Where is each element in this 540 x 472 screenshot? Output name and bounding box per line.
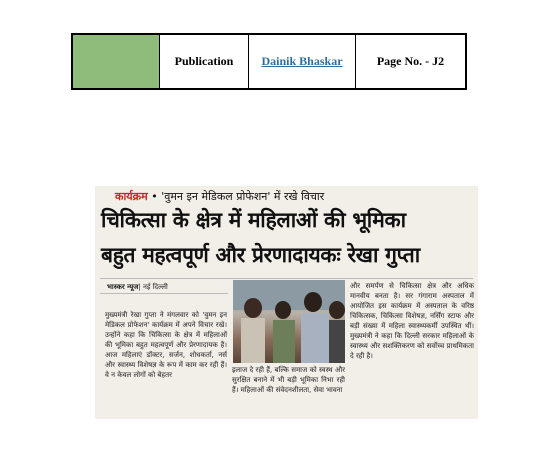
page-number: Page No. - J2	[376, 54, 445, 68]
kicker-tag: कार्यक्रम	[115, 190, 148, 203]
byline	[107, 283, 168, 292]
event-photo	[233, 280, 345, 363]
byline-rule	[100, 293, 228, 294]
publication-name-link[interactable]: Dainik Bhaskar	[261, 54, 343, 68]
publication-label: Publication	[160, 35, 249, 88]
publication-logo-cell	[73, 35, 160, 88]
byline-place: | नई दिल्ली	[138, 283, 168, 291]
headline-line-2: बहुत महत्वपूर्ण और प्रेरणादायकः रेखा गुप्ता	[101, 243, 420, 267]
newspaper-clipping	[95, 186, 478, 419]
headline-line-1: चिकित्सा के क्षेत्र में महिलाओं की भूमिका	[101, 208, 406, 232]
kicker-text: • 'वुमन इन मेडिकल प्रोफेशन' में रखे विचार	[151, 190, 325, 203]
event-photo-illustration	[233, 280, 345, 363]
article-column-3: और समर्पण से चिकित्सा क्षेत्र और अधिक मानवीय बनता है। सर गंगाराम अस्पताल में आयोजित इस कार्यक्रम में अस्पताल के वरिष्ठ चिकित्सक, चिकित्सा विशेषज्ञ, नर्सिंग स्टाफ और बड़ी संख्या में महिला स्वास्थ्यकर्मी उपस्थित थीं। मुख्यमंत्री ने कहा कि दिल्ली सरकार महिलाओं के स्वास्थ्य और सशक्तिकरण को सर्वोच्च प्राथमिकता दे रही है।	[350, 282, 474, 360]
headline-rule	[100, 278, 473, 279]
byline-source: भास्कर न्यूज	[107, 283, 139, 291]
publication-info-table	[71, 33, 467, 90]
article-column-2: इलाज दे रही हैं, बल्कि समाज को स्वस्थ और सुरक्षित बनाने में भी बड़ी भूमिका निभा रही हैं। महिलाओं की संवेदनशीलता, सेवा भावना	[232, 366, 345, 394]
publication-name-cell	[249, 35, 356, 88]
kicker-line	[115, 189, 324, 204]
article-column-1: मुख्यमंत्री रेखा गुप्ता ने मंगलवार को 'वुमन इन मेडिकल प्रोफेशन' कार्यक्रम में अपने विचार रखे। उन्होंने कहा कि चिकित्सा के क्षेत्र में महिलाओं की भूमिका बहुत महत्वपूर्ण और प्रेरणादायक है। आज महिलाएं डॉक्टर, सर्जन, शोधकर्ता, नर्स और स्वास्थ्य विशेषज्ञ के रूप में काम कर रही हैं। वे न केवल लोगों को बेहतर	[105, 311, 227, 379]
